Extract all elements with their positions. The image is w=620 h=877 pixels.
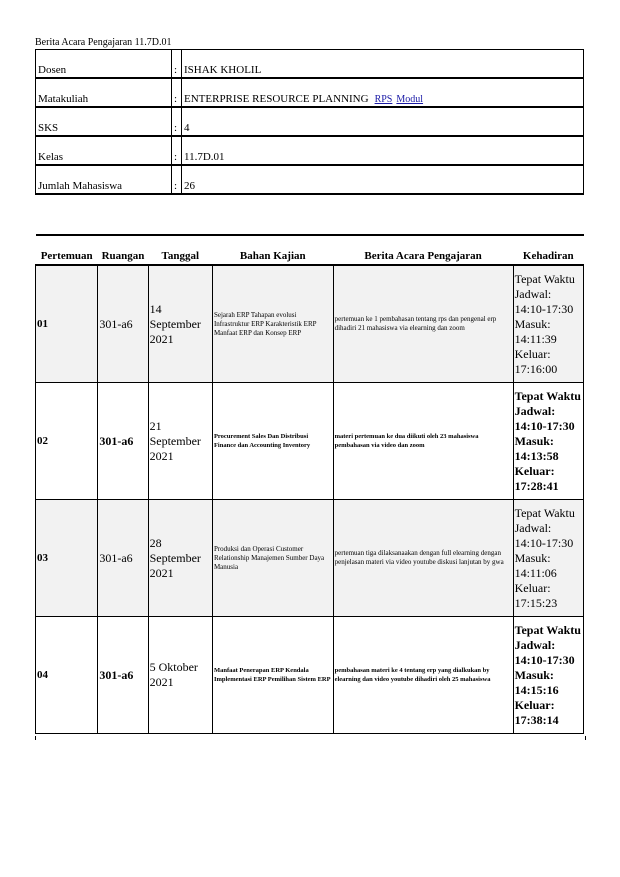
room: 301-a6 — [98, 617, 148, 734]
attendance-schedule: Jadwal: 14:10-17:30 — [514, 520, 574, 550]
teaching-report: pertemuan tiga dilaksanaakan dengan full elearning dengan penjelasan materi via video youtube diskusi lanjutan by gwa — [333, 500, 513, 617]
attendance — [513, 500, 583, 617]
info-value: 4 — [182, 107, 584, 136]
date: 21 September 2021 — [148, 383, 212, 500]
attendance-status: Tepat Waktu — [514, 388, 581, 403]
attendance-status: Tepat Waktu — [514, 622, 581, 637]
teaching-report: materi pertemuan ke dua diikuti oleh 23 mahasiswa pembahasan via video dan zoom — [333, 383, 513, 500]
attendance-schedule: Jadwal: 14:10-17:30 — [514, 403, 575, 433]
info-row-jumlah — [36, 165, 584, 194]
document-title: Berita Acara Pengajaran 11.7D.01 — [35, 37, 172, 48]
info-label: Jumlah Mahasiswa — [36, 165, 172, 194]
attendance-out: Keluar: 17:28:41 — [514, 463, 559, 493]
info-row-matakuliah — [36, 78, 584, 107]
info-label: Kelas — [36, 136, 172, 165]
teaching-report: pertemuan ke 1 pembahasan tentang rps dan pengenal erp dihadiri 21 mahasiswa via elearning dan zoom — [333, 265, 513, 383]
teaching-report: pembahasan materi ke 4 tentang erp yang dialkukan by elearning dan video youtube dihadiri oleh 25 mahasiswa — [333, 617, 513, 734]
study-material: Manfaat Penerapan ERP Kendala Implementasi ERP Pemilihan Sistem ERP — [212, 617, 333, 734]
room: 301-a6 — [98, 265, 148, 383]
attendance-table — [35, 234, 584, 734]
attendance-status: Tepat Waktu — [514, 505, 575, 520]
column-header: Pertemuan — [36, 235, 98, 265]
attendance-out: Keluar: 17:15:23 — [514, 580, 558, 610]
attendance-in: Masuk: 14:13:58 — [514, 433, 559, 463]
attendance-schedule: Jadwal: 14:10-17:30 — [514, 286, 574, 316]
info-separator: : — [172, 50, 182, 79]
study-material: Produksi dan Operasi Customer Relationship Manajemen Sumber Daya Manusia — [212, 500, 333, 617]
info-value: 26 — [182, 165, 584, 194]
meeting-number: 02 — [36, 383, 98, 500]
rps-link[interactable]: RPS — [374, 94, 393, 105]
date: 28 September 2021 — [148, 500, 212, 617]
info-label: Matakuliah — [36, 78, 172, 107]
meeting-number: 01 — [36, 265, 98, 383]
attendance — [513, 383, 583, 500]
info-label: Dosen — [36, 50, 172, 79]
column-header: Bahan Kajian — [212, 235, 333, 265]
attendance-status: Tepat Waktu — [514, 271, 575, 286]
study-material: Procurement Sales Dan Distribusi Finance dan Accounting Inventory — [212, 383, 333, 500]
study-material: Sejarah ERP Tahapan evolusi Infrastruktur ERP Karakteristik ERP Manfaat ERP dan Konsep ERP — [212, 265, 333, 383]
info-value: ENTERPRISE RESOURCE PLANNING — [184, 93, 369, 105]
info-value: 11.7D.01 — [182, 136, 584, 165]
table-row — [36, 500, 584, 617]
info-separator: : — [172, 107, 182, 136]
attendance-in: Masuk: 14:11:39 — [514, 316, 557, 346]
attendance — [513, 265, 583, 383]
meeting-number: 03 — [36, 500, 98, 617]
column-header: Ruangan — [98, 235, 148, 265]
table-row — [36, 383, 584, 500]
column-header: Berita Acara Pengajaran — [333, 235, 513, 265]
table-row — [36, 617, 584, 734]
info-row-sks — [36, 107, 584, 136]
table-header-row — [36, 235, 584, 265]
attendance-out: Keluar: 17:16:00 — [514, 346, 558, 376]
info-label: SKS — [36, 107, 172, 136]
attendance-in: Masuk: 14:11:06 — [514, 550, 557, 580]
table-continuation — [35, 736, 586, 740]
info-separator: : — [172, 165, 182, 194]
attendance — [513, 617, 583, 734]
room: 301-a6 — [98, 500, 148, 617]
info-value-cell — [182, 78, 584, 107]
info-separator: : — [172, 136, 182, 165]
modul-link[interactable]: Modul — [396, 94, 424, 105]
date: 5 Oktober 2021 — [148, 617, 212, 734]
attendance-out: Keluar: 17:38:14 — [514, 697, 559, 727]
meeting-number: 04 — [36, 617, 98, 734]
column-header: Tanggal — [148, 235, 212, 265]
date: 14 September 2021 — [148, 265, 212, 383]
info-row-kelas — [36, 136, 584, 165]
attendance-in: Masuk: 14:15:16 — [514, 667, 559, 697]
info-separator: : — [172, 78, 182, 107]
table-row — [36, 265, 584, 383]
attendance-schedule: Jadwal: 14:10-17:30 — [514, 637, 575, 667]
course-info-table — [35, 49, 584, 195]
info-value: ISHAK KHOLIL — [182, 50, 584, 79]
room: 301-a6 — [98, 383, 148, 500]
column-header: Kehadiran — [513, 235, 583, 265]
info-row-dosen — [36, 50, 584, 79]
